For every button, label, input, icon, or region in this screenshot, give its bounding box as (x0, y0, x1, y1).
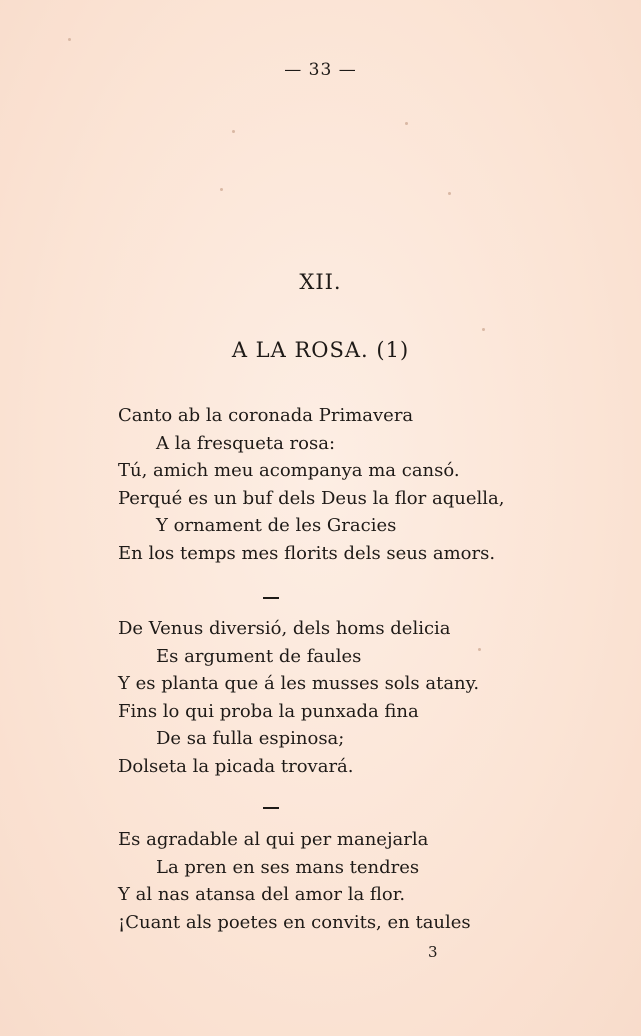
verse-line: Tú, amich meu acompanya ma cansó. (118, 460, 460, 481)
paper-speck (482, 328, 485, 331)
paper-speck (220, 188, 223, 191)
section-number: XII. (299, 270, 342, 294)
verse-line: La pren en ses mans tendres (156, 856, 420, 878)
verse-line: Dolseta la picada trovará. (118, 755, 354, 777)
stanza-1 (118, 402, 518, 567)
paper-speck (405, 122, 408, 125)
signature-mark: 3 (428, 943, 438, 961)
verse-line: De Venus diversió, dels homs delicia (118, 618, 451, 639)
stanza-divider (263, 807, 279, 809)
verse-line: Y es planta que á les musses sols atany. (118, 673, 480, 694)
verse-line: Canto ab la coronada Primavera (118, 405, 414, 426)
page-number: — 33 — (284, 60, 357, 80)
verse-line: A la fresqueta rosa: (156, 432, 336, 454)
verse-line: Es argument de faules (156, 645, 362, 667)
verse-line: De sa fulla espinosa; (156, 728, 345, 749)
verse-line: Fins lo qui proba la punxada fina (118, 700, 419, 722)
stanza-3 (118, 826, 518, 936)
stanza-2 (118, 615, 518, 780)
stanza-divider (263, 597, 279, 599)
verse-line: Es agradable al qui per manejarla (118, 829, 429, 850)
verse-line: Y ornament de les Gracies (156, 515, 397, 536)
paper-speck (68, 38, 71, 41)
poem-title: A LA ROSA. (1) (231, 338, 410, 362)
verse-line: Y al nas atansa del amor la flor. (118, 884, 406, 905)
paper-speck (448, 192, 451, 195)
paper-speck (232, 130, 235, 133)
verse-line: Perqué es un buf dels Deus la flor aquella, (118, 487, 505, 509)
verse-line: ¡Cuant als poetes en convits, en taules (118, 911, 471, 933)
verse-line: En los temps mes florits dels seus amors. (118, 542, 496, 564)
